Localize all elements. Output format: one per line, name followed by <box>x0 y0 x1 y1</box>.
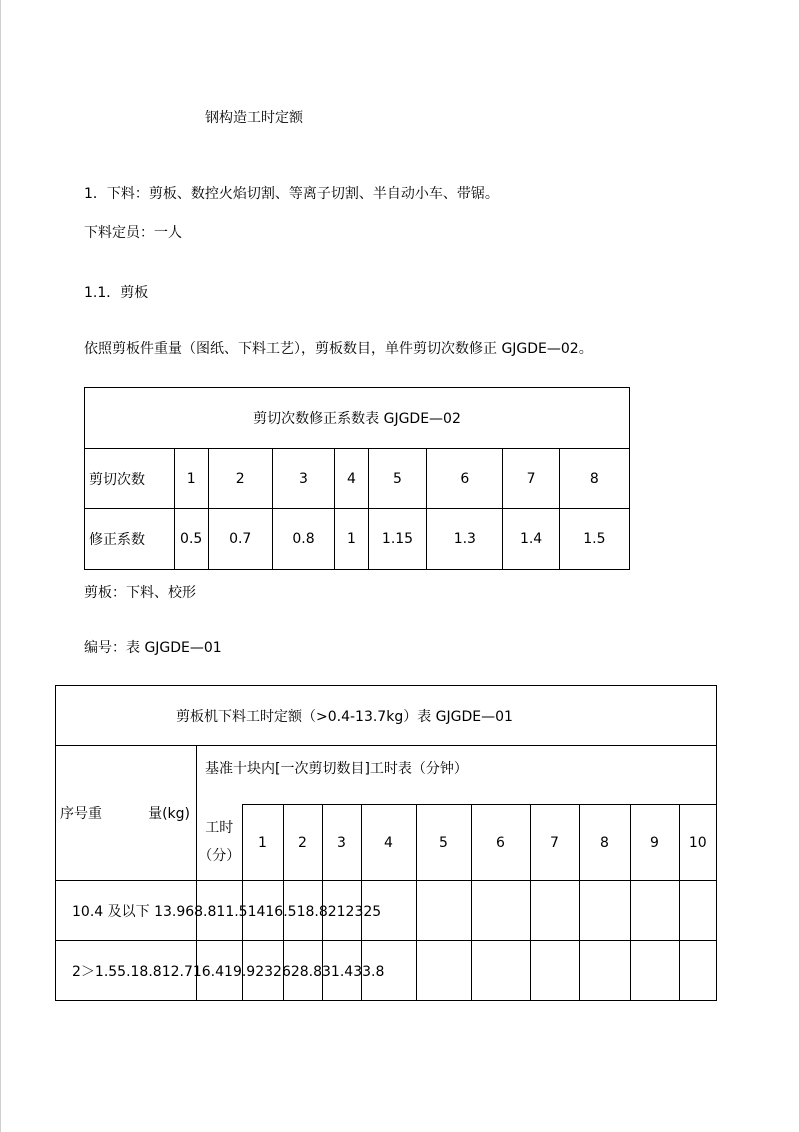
table-cell: 6 <box>427 449 503 509</box>
table-cell: 0.8 <box>272 509 334 570</box>
table-row <box>56 941 717 1001</box>
document-title: 钢构造工时定额 <box>205 110 303 126</box>
table-cell: 1 <box>335 509 369 570</box>
table-cell: 1.3 <box>427 509 503 570</box>
row1-text: 10.4 及以下 13.968.811.51416.518.8212325 <box>72 904 382 920</box>
table1-caption: 剪切次数修正系数表 GJGDE—02 <box>85 388 630 449</box>
table-cell: 3 <box>272 449 334 509</box>
table-cell: 7 <box>503 449 559 509</box>
subheader-cell: 4 <box>361 805 416 881</box>
table-cell: 4 <box>335 449 369 509</box>
header-weight-unit: 量(kg) <box>102 746 197 881</box>
shearing-process-line: 剪板：下料、校形 <box>84 585 196 601</box>
table-cell: 5 <box>368 449 427 509</box>
correction-coefficient-table <box>84 387 630 570</box>
row-label-cut-count: 剪切次数 <box>85 449 175 509</box>
header-worktime <box>197 805 243 881</box>
shear-worktime-table <box>55 685 717 1001</box>
table-cell: 8 <box>559 449 629 509</box>
table-cell: 1.15 <box>368 509 427 570</box>
subheader-cell: 1 <box>242 805 283 881</box>
subheader-cell: 2 <box>283 805 322 881</box>
subheader-cell: 5 <box>416 805 471 881</box>
header-worktime-unit: （分） <box>198 848 241 865</box>
table-cell: 1 <box>174 449 208 509</box>
table-cell: 1.4 <box>503 509 559 570</box>
table-number-line: 编号：表 GJGDE—01 <box>84 640 222 656</box>
page-left-edge <box>0 0 1 1132</box>
subheader-cell: 7 <box>530 805 579 881</box>
row1-cell <box>56 881 382 941</box>
table-cell: 1.5 <box>559 509 629 570</box>
row2-text: 2＞1.55.18.812.716.419.9232628.831.433.8 <box>72 964 385 980</box>
table-row <box>85 449 630 509</box>
header-worktime-label: 工时 <box>205 820 234 837</box>
subheader-cell: 9 <box>630 805 679 881</box>
subheader-cell: 8 <box>579 805 630 881</box>
section-description: 依照剪板件重量（图纸、下料工艺），剪板数目，单件剪切次数修正 GJGDE—02。 <box>84 341 593 357</box>
subheader-cell: 10 <box>679 805 717 881</box>
table-cell: 0.5 <box>174 509 208 570</box>
header-group-label: 基准十块内[一次剪切数目]工时表（分钟） <box>205 761 468 777</box>
staffing-line: 下料定员：一人 <box>84 225 182 241</box>
header-seq-weight: 序号重 <box>56 746 103 881</box>
header-group <box>205 746 717 805</box>
table-row <box>85 509 630 570</box>
table-cell: 0.7 <box>208 509 272 570</box>
section-heading: 1.1．剪板 <box>84 285 149 301</box>
row-label-coefficient: 修正系数 <box>85 509 175 570</box>
table-row <box>56 881 717 941</box>
table2-caption: 剪板机下料工时定额（>0.4-13.7kg）表 GJGDE—01 <box>56 686 717 746</box>
table-cell: 2 <box>208 449 272 509</box>
cutting-methods-line: 1．下料：剪板、数控火焰切割、等离子切割、半自动小车、带锯。 <box>84 186 499 202</box>
row2-cell <box>56 941 385 1001</box>
subheader-cell: 3 <box>322 805 361 881</box>
subheader-cell: 6 <box>471 805 530 881</box>
